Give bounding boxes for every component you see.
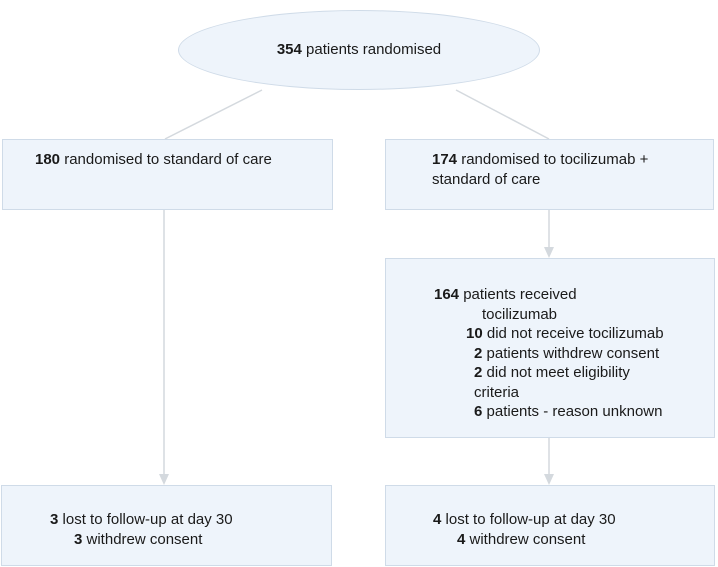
- label-withdrew: patients withdrew consent: [486, 344, 660, 362]
- count-unknown: 6: [474, 403, 483, 420]
- label-soc-lost: lost to follow-up at day 30: [62, 511, 233, 528]
- label-ineligible: did not meet eligibility criteria: [474, 364, 630, 401]
- count-ineligible: 2: [474, 364, 483, 381]
- count-toci-withdrew: 4: [457, 530, 466, 548]
- label-soc: randomised to standard of care: [64, 151, 272, 168]
- node-standard-of-care: [2, 139, 333, 210]
- node-received-tocilizumab: [385, 258, 715, 438]
- split-line-left: [165, 90, 262, 139]
- label-soc-withdrew: withdrew consent: [86, 530, 203, 548]
- node-toci-followup: [385, 485, 715, 566]
- count-toci: 174: [432, 151, 458, 168]
- label-toci-withdrew: withdrew consent: [469, 530, 586, 548]
- count-withdrew: 2: [474, 344, 483, 362]
- arrowhead-received-followup: [544, 474, 554, 485]
- count-soc-withdrew: 3: [74, 530, 83, 548]
- arrowhead-soc-followup: [159, 474, 169, 485]
- split-line-right: [456, 90, 549, 139]
- label-randomised: patients randomised: [306, 41, 442, 59]
- arrowhead-toci-received: [544, 247, 554, 258]
- count-toci-lost: 4: [433, 511, 442, 528]
- count-received: 164: [434, 286, 460, 303]
- node-tocilizumab: [385, 139, 714, 210]
- label-toci: randomised to tocilizumab + standard of care: [432, 151, 649, 188]
- count-soc: 180: [35, 151, 61, 168]
- label-toci-lost: lost to follow-up at day 30: [445, 511, 616, 528]
- count-soc-lost: 3: [50, 511, 59, 528]
- count-not-received: 10: [466, 325, 483, 342]
- node-randomised: [178, 10, 540, 90]
- label-not-received: did not receive tocilizumab: [486, 325, 664, 342]
- label-received: patients received tocilizumab: [463, 286, 577, 323]
- node-soc-followup: [1, 485, 332, 566]
- count-randomised: 354: [276, 41, 302, 59]
- label-unknown: patients - reason unknown: [486, 403, 663, 420]
